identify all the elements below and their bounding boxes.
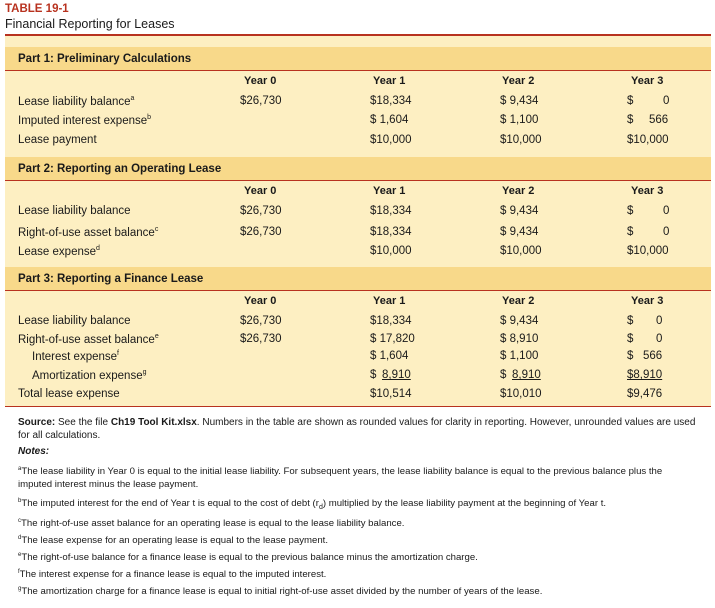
cell: $ 9,434 bbox=[500, 205, 539, 217]
dollar-sign: $ bbox=[627, 205, 634, 217]
cell: $ 9,434 bbox=[500, 95, 539, 107]
col-year2: Year 2 bbox=[502, 295, 535, 307]
note-e: $^e$The right-of-use balance for a finance lease is equal to the previous balance minus the amortization charge. bbox=[18, 552, 478, 564]
cell: $10,514 bbox=[370, 388, 412, 400]
dollar-sign: $ bbox=[627, 226, 634, 238]
note-c: $^c$The right-of-use asset balance for an operating lease is equal to the lease liability balance. bbox=[18, 518, 405, 530]
row-label: Lease expense$^d$ bbox=[18, 245, 100, 258]
note-g: $^g$The amortization charge for a finance lease is equal to initial right-of-use asset divided by the number of years of the lease. bbox=[18, 586, 543, 598]
cell: $18,334 bbox=[370, 205, 412, 217]
part2-title: Part 2: Reporting an Operating Lease bbox=[18, 163, 222, 175]
row-label: Interest expense$^f$ bbox=[32, 350, 119, 363]
col-year2: Year 2 bbox=[502, 185, 535, 197]
row-label: Total lease expense bbox=[18, 388, 120, 400]
cell: $10,010 bbox=[500, 388, 542, 400]
cell: 0 bbox=[663, 95, 670, 107]
row-label: Lease liability balance$^a$ bbox=[18, 95, 135, 108]
cell: 0 bbox=[663, 205, 670, 217]
col-year0: Year 0 bbox=[244, 185, 277, 197]
row-label: Right-of-use asset balance$^e$ bbox=[18, 333, 159, 346]
dollar-sign: $ bbox=[370, 369, 377, 381]
row-label: Imputed interest expense$^b$ bbox=[18, 114, 152, 127]
table-label: TABLE 19-1 bbox=[5, 3, 69, 15]
row-label: Lease payment bbox=[18, 134, 97, 146]
cell: $10,000 bbox=[370, 134, 412, 146]
cell: 0 bbox=[656, 315, 663, 327]
dollar-sign: $ bbox=[627, 350, 634, 362]
note-d: $^d$The lease expense for an operating lease is equal to the lease payment. bbox=[18, 535, 329, 547]
cell: $26,730 bbox=[240, 95, 282, 107]
col-year0: Year 0 bbox=[244, 295, 277, 307]
cell: $26,730 bbox=[240, 315, 282, 327]
col-year2: Year 2 bbox=[502, 75, 535, 87]
cell: $ 8,910 bbox=[500, 333, 539, 345]
row-label: Lease liability balance bbox=[18, 205, 131, 217]
row-label: Amortization expense$^g$ bbox=[32, 369, 147, 382]
cell: $10,000 bbox=[627, 134, 669, 146]
cell: $18,334 bbox=[370, 226, 412, 238]
dollar-sign: $ bbox=[627, 315, 634, 327]
row-label: Lease liability balance bbox=[18, 315, 131, 327]
cell: $18,334 bbox=[370, 95, 412, 107]
note-a: $^a$The lease liability in Year 0 is equal to the initial lease liability. For subsequent years, the lease liability balance is equal to the previous balance plus the imputed interest minus the lease payment. bbox=[18, 466, 663, 491]
cell: $10,000 bbox=[500, 245, 542, 257]
cell: 8,910 bbox=[512, 369, 541, 381]
cell: $18,334 bbox=[370, 315, 412, 327]
dollar-sign: $ bbox=[627, 114, 634, 126]
cell: 0 bbox=[663, 226, 670, 238]
col-year1: Year 1 bbox=[373, 295, 406, 307]
col-year1: Year 1 bbox=[373, 185, 406, 197]
cell: $ 9,434 bbox=[500, 226, 539, 238]
cell: $26,730 bbox=[240, 333, 282, 345]
cell: 566 bbox=[643, 350, 663, 362]
table-title: Financial Reporting for Leases bbox=[5, 17, 175, 31]
cell: $10,000 bbox=[370, 245, 412, 257]
dollar-sign: $ bbox=[500, 369, 507, 381]
cell: $26,730 bbox=[240, 226, 282, 238]
cell: $ 1,100 bbox=[500, 114, 539, 126]
cell: $ 9,434 bbox=[500, 315, 539, 327]
cell: $9,476 bbox=[627, 388, 663, 400]
source-note: Source: See the file Ch19 Tool Kit.xlsx. Numbers in the table are shown as rounded values for clarity in reporting. However, unrounded values are used for all calculations. bbox=[18, 417, 696, 441]
cell: $ 1,100 bbox=[500, 350, 539, 362]
cell: $10,000 bbox=[500, 134, 542, 146]
row-label: Right-of-use asset balance$^c$ bbox=[18, 226, 159, 239]
cell: $ 1,604 bbox=[370, 114, 409, 126]
dollar-sign: $ bbox=[627, 333, 634, 345]
bottom-rule bbox=[5, 406, 711, 407]
col-year1: Year 1 bbox=[373, 75, 406, 87]
cell: $ 17,820 bbox=[370, 333, 415, 345]
cell: 8,910 bbox=[382, 369, 411, 381]
col-year3: Year 3 bbox=[631, 295, 664, 307]
cell: $10,000 bbox=[627, 245, 669, 257]
notes-heading: Notes: bbox=[18, 446, 50, 457]
note-b: $^b$The imputed interest for the end of Year t is equal to the cost of debt $(r_d)$ multiplied by the lease liability payment at the beginning of Year t. bbox=[18, 498, 607, 512]
cell: $8,910 bbox=[627, 369, 663, 381]
cell: 566 bbox=[649, 114, 669, 126]
col-year0: Year 0 bbox=[244, 75, 277, 87]
cell: $26,730 bbox=[240, 205, 282, 217]
col-year3: Year 3 bbox=[631, 75, 664, 87]
dollar-sign: $ bbox=[627, 95, 634, 107]
note-f: $^f$The interest expense for a finance lease is equal to the imputed interest. bbox=[18, 569, 327, 581]
cell: 0 bbox=[656, 333, 663, 345]
cell: $ 1,604 bbox=[370, 350, 409, 362]
part3-title: Part 3: Reporting a Finance Lease bbox=[18, 273, 204, 285]
part1-title: Part 1: Preliminary Calculations bbox=[18, 53, 192, 65]
col-year3: Year 3 bbox=[631, 185, 664, 197]
